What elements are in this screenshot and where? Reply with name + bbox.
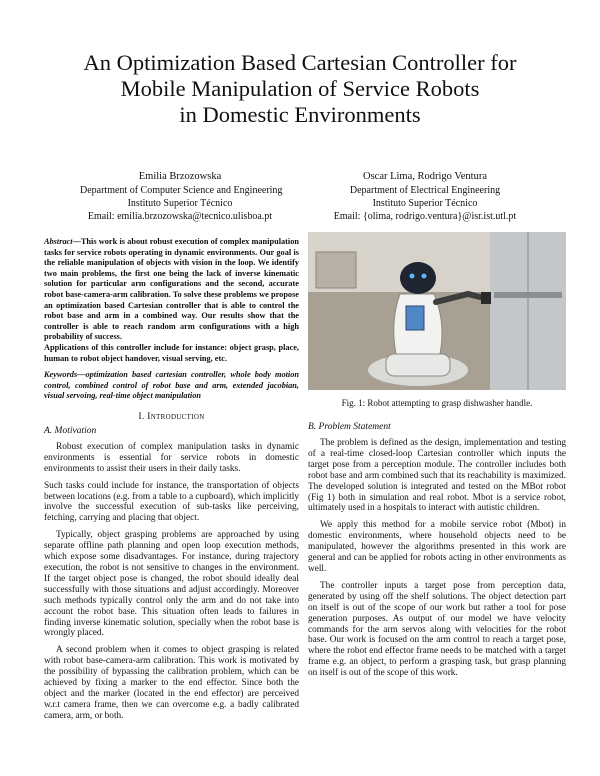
paragraph: Robust execution of complex manipulation tasks in dynamic environments is essential for service robots in domestic environments to assist their users in their daily tasks. xyxy=(44,441,299,474)
author-name: Emilia Brzozowska xyxy=(138,171,222,182)
robot-photo-illustration xyxy=(308,232,566,390)
section-heading-introduction: I. Introduction xyxy=(138,411,205,422)
author-name: Oscar Lima, Rodrigo Ventura xyxy=(362,171,488,182)
title-line-3: in Domestic Environments xyxy=(179,102,421,127)
title-line-2: Mobile Manipulation of Service Robots xyxy=(120,76,480,101)
robot-photo xyxy=(308,232,566,390)
dishwasher-handle xyxy=(494,292,562,298)
abstract-text: —This work is about robust execution of complex manipulation tasks for service robots operating in dynamic environments. Our goal is the reliable manipulation of objects with vision in the loop. We identify two main problems, the first one being the lack of inverse kinematic solution for particular arm configurations and the second, accurate robot base-camera-arm calibration. To solve these problems we propose an optimization based Cartesian controller that is able to control the robot base and arm in a combined way. Our results show that the controller is able to reach random arm configurations with a high probability of success. xyxy=(44,237,299,342)
paragraph: The controller inputs a target pose from perception data, generated by using off the shelf solutions. The object detection part on itself is out of the scope of our work but rather a tool for pose generation purposes. As output of our model we have velocity commands for the arm servos along with velocities for the robot base. Our work is focused on the arm control to reach a target pose, where the robot end effector frame needs to be matched with a target frame e.g. an object, to perform a grasping task, but grasp planning on itself is out of the scope of this work. xyxy=(308,580,566,679)
robot-screen xyxy=(406,306,424,330)
robot-head xyxy=(400,262,436,294)
abstract-applications: Applications of this controller include for instance: object grasp, place, human to robot object handover, visual serving, etc. xyxy=(44,342,299,363)
paragraph: We apply this method for a mobile service robot (Mbot) in domestic environments, where household objects need to be manipulated, however the algorithms presented in this work are general and can be applied for robots acting in other environments as well. xyxy=(308,520,566,574)
figure-caption: Fig. 1: Robot attempting to grasp dishwasher handle. xyxy=(341,398,533,408)
paragraph: The problem is defined as the design, implementation and testing of a real-time closed-loop Cartesian controller which inputs the target pose from a perception module. The controller includes both robot base and arm combined such that its reachability is maximized. The developed solution is integrated and tested on the MBot robot (Fig 1) both in simulation and real robot. Mbot is a service robot, ultimately used in a hospitals to interact with autistic children. xyxy=(308,438,566,514)
cabinet xyxy=(316,252,356,288)
paragraph: A second problem when it comes to object grasping is related with robot base-camera-arm calibration. This work is motivated by the possibility of bypassing the calibration problem, which can be achieved by fixing a marker to the end effector. Since both the object and the marker (located in the end effector) are perceived w.r.t camera frame, then we can overcome e.g. a badly calibrated camera, arm, or both. xyxy=(44,645,299,721)
subsection-heading-problem-statement: B. Problem Statement xyxy=(308,422,391,432)
title-line-1: An Optimization Based Cartesian Controller for xyxy=(83,50,517,75)
author-email: Email: emilia.brzozowska@tecnico.ulisboa.pt xyxy=(87,211,273,222)
author-institute: Instituto Superior Técnico xyxy=(372,198,478,209)
robot-gripper xyxy=(481,292,491,304)
author-institute: Instituto Superior Técnico xyxy=(127,198,233,209)
paragraph: Such tasks could include for instance, the transportation of objects between locations (e.g. from a table to a cupboard), which implicitly involve the successful execution of sub-tasks like perceiving, fetching, carrying and placing that object. xyxy=(44,480,299,524)
subsection-heading-motivation: A. Motivation xyxy=(44,425,97,436)
abstract xyxy=(44,237,299,343)
keywords: Keywords—optimization based cartesian controller, whole body motion control, combined control of robot base and arm, extended jacobian, visual servoing, real-time object manipulation xyxy=(44,370,299,401)
paragraph: Typically, object grasping problems are approached by using separate offline path planning and open loop execution methods, which expose some disadvantages. For instance, during trajectory execution, the robot is not sensitive to changes in the environment. If the target object pose is changed, the robot should ideally deal successfully with those situations and adjust accordingly. Moreover such methods typically control only the arm and do not take into account the robot base. This situation often leads to failures in finding inverse kinematic solution, specially when the robot base is wrongly placed. xyxy=(44,530,299,639)
paper-title xyxy=(40,50,560,128)
author-department: Department of Computer Science and Engineering xyxy=(80,185,283,196)
author-block-1 xyxy=(80,170,283,223)
left-column xyxy=(44,237,299,728)
author-block-2 xyxy=(320,170,530,223)
abstract-lead: Abstract xyxy=(44,237,73,246)
robot-eye xyxy=(422,274,427,279)
author-email: Email: {olima, rodrigo.ventura}@isr.ist.utl.pt xyxy=(333,211,517,222)
robot-base-skirt xyxy=(386,354,450,376)
right-column xyxy=(308,232,566,685)
robot-eye xyxy=(410,274,415,279)
author-department: Department of Electrical Engineering xyxy=(349,185,501,196)
